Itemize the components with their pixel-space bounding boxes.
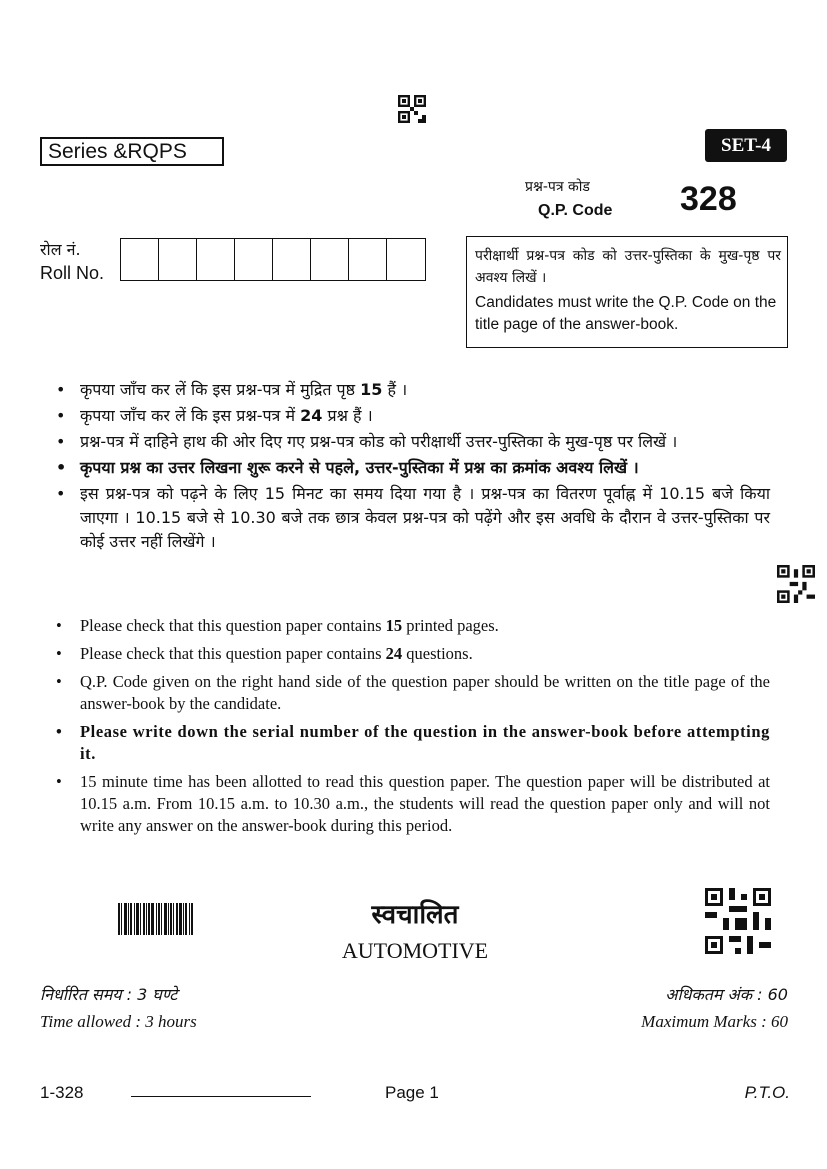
- instruction-hindi-item: • इस प्रश्न-पत्र को पढ़ने के लिए 15 मिनट का समय दिया गया है । प्रश्न-पत्र का वितरण पूर्वाह्न में 10.15 बजे किया जाएगा । 10.15 बजे से 10.30 बजे तक छात्र केवल प्रश्न-पत्र को पढ़ेंगे और इस अवधि के दौरान वे उत्तर-पुस्तिका पर कोई उत्तर नहीं लिखेंगे ।: [56, 482, 770, 554]
- instruction-english-item: • Please check that this question paper contains 15 printed pages.: [56, 615, 770, 637]
- roll-label: Roll No.: [40, 263, 105, 283]
- roll-digit-box[interactable]: [159, 239, 197, 280]
- roll-digit-box[interactable]: [197, 239, 235, 280]
- max-marks: Maximum Marks : 60: [641, 1012, 788, 1031]
- roll-digit-box[interactable]: [387, 239, 425, 280]
- footer-page-number: Page 1: [385, 1083, 439, 1102]
- candidate-note-box: [466, 236, 788, 348]
- roll-digit-box[interactable]: [311, 239, 349, 280]
- subject-title-hindi: स्वचालित: [371, 900, 459, 930]
- max-marks-hindi: अधिकतम अंक : 60: [665, 985, 788, 1004]
- footer-paper-code: 1-328: [40, 1083, 84, 1102]
- time-allowed-hindi: निर्धारित समय : 3 घण्टे: [40, 985, 178, 1004]
- footer-divider: [131, 1096, 311, 1097]
- note-english: Candidates must write the Q.P. Code on the title page of the answer-book.: [475, 294, 777, 333]
- roll-digit-box[interactable]: [235, 239, 273, 280]
- instructions-hindi: [56, 378, 770, 556]
- barcode: [118, 903, 205, 935]
- instruction-hindi-item: • कृपया प्रश्न का उत्तर लिखना शुरू करने से पहले, उत्तर-पुस्तिका में प्रश्न का क्रमांक अवश्य लिखें ।: [56, 456, 770, 480]
- footer-pto: P.T.O.: [744, 1083, 790, 1102]
- roll-digit-box[interactable]: [349, 239, 387, 280]
- instructions-english: [56, 615, 770, 843]
- roll-label-hindi: रोल नं.: [40, 240, 81, 259]
- instruction-english-item: • Q.P. Code given on the right hand side of the question paper should be written on the title page of the answer-book by the candidate.: [56, 671, 770, 715]
- instruction-hindi-item: • प्रश्न-पत्र में दाहिने हाथ की ओर दिए गए प्रश्न-पत्र कोड को परीक्षार्थी उत्तर-पुस्तिका के मुख-पृष्ठ पर लिखें ।: [56, 430, 770, 454]
- subject-qr-code: [705, 888, 771, 954]
- time-allowed: Time allowed : 3 hours: [40, 1012, 197, 1031]
- side-qr-code: [777, 565, 815, 603]
- qp-code: 328: [680, 180, 737, 218]
- qp-code-label-hindi: प्रश्न-पत्र कोड: [525, 179, 590, 195]
- series-label: Series &RQPS: [40, 137, 224, 166]
- instruction-english-item: • Please write down the serial number of the question in the answer-book before attempting it.: [56, 721, 770, 765]
- note-hindi: परीक्षार्थी प्रश्न-पत्र कोड को उत्तर-पुस्तिका के मुख-पृष्ठ पर अवश्य लिखें ।: [475, 248, 781, 286]
- instruction-hindi-item: • कृपया जाँच कर लें कि इस प्रश्न-पत्र में मुद्रित पृष्ठ 15 हैं ।: [56, 378, 770, 402]
- qp-code-label: Q.P. Code: [538, 202, 613, 219]
- instruction-hindi-item: • कृपया जाँच कर लें कि इस प्रश्न-पत्र में 24 प्रश्न हैं ।: [56, 404, 770, 428]
- set-badge: SET-4: [705, 129, 787, 162]
- top-qr-code: [398, 95, 426, 123]
- instruction-english-item: • 15 minute time has been allotted to read this question paper. The question paper will be distributed at 10.15 a.m. From 10.15 a.m. to 10.30 a.m., the students will read the question paper only and will not write any answer on the answer-book during this period.: [56, 771, 770, 837]
- roll-digit-box[interactable]: [273, 239, 311, 280]
- roll-digit-box[interactable]: [121, 239, 159, 280]
- subject-title: AUTOMOTIVE: [341, 938, 489, 963]
- roll-number-boxes[interactable]: [120, 238, 426, 281]
- instruction-english-item: • Please check that this question paper contains 24 questions.: [56, 643, 770, 665]
